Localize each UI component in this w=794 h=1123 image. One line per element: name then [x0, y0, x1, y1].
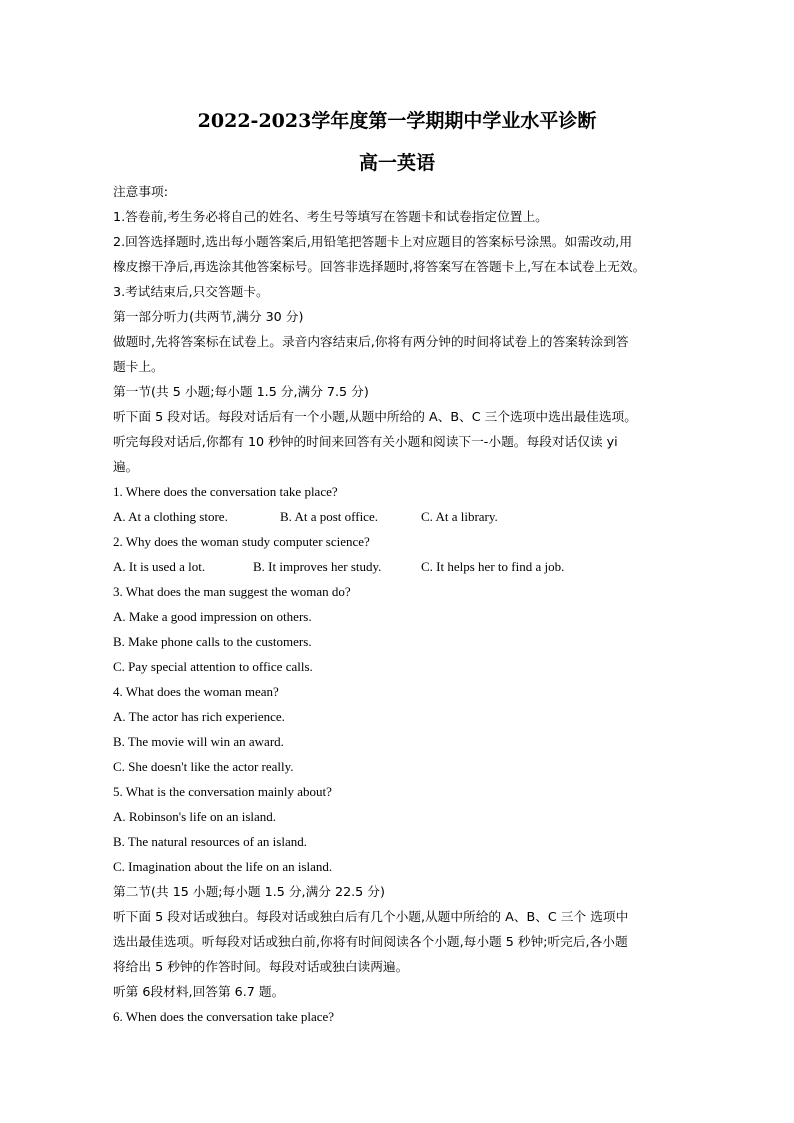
- notice-heading: 注意事项:: [113, 184, 169, 199]
- section2-heading: 第二节(共 15 小题;每小题 1.5 分,满分 22.5 分): [113, 884, 385, 899]
- question-4-option-b: B. The movie will win an award.: [113, 734, 284, 749]
- question-1-stem: 1. Where does the conversation take place?: [113, 484, 338, 499]
- section2-intro-line-1: 听下面 5 段对话或独白。每段对话或独白后有几个小题,从题中所给的 A、B、C 三个 选项中: [113, 909, 629, 924]
- section1-intro-line-3: 遍。: [113, 459, 139, 474]
- question-5-option-a: A. Robinson's life on an island.: [113, 809, 277, 824]
- notice-item-1: 1.答卷前,考生务必将自己的姓名、考生号等填写在答题卡和试卷指定位置上。: [113, 209, 548, 224]
- section2-intro-line-3: 将给出 5 秒钟的作答时间。每段对话或独白读两遍。: [113, 959, 409, 974]
- section1-intro-line-1: 听下面 5 段对话。每段对话后有一个小题,从题中所给的 A、B、C 三个选项中选出最佳选项。: [113, 409, 637, 424]
- question-5-option-c: C. Imagination about the life on an island.: [113, 859, 333, 874]
- section1-heading: 第一节(共 5 小题;每小题 1.5 分,满分 7.5 分): [113, 384, 369, 399]
- question-1-option-a: A. At a clothing store.: [113, 509, 228, 524]
- question-1-option-c: C. At a library.: [421, 509, 498, 524]
- question-3-option-b: B. Make phone calls to the customers.: [113, 634, 312, 649]
- notice-item-3: 3.考试结束后,只交答题卡。: [113, 284, 269, 299]
- section2-intro-line-2: 选出最佳选项。听每段对话或独白前,你将有时间阅读各个小题,每小题 5 秒钟;听完后,各小题: [113, 934, 628, 949]
- question-2-option-c: C. It helps her to find a job.: [421, 559, 565, 574]
- notice-item-2-line-1: 2.回答选择题时,选出每小题答案后,用铅笔把答题卡上对应题目的答案标号涂黑。如需改动,用: [113, 234, 633, 249]
- part1-intro-line-2: 题卡上。: [113, 359, 164, 374]
- question-1-options: [113, 508, 673, 526]
- question-1-option-b: B. At a post office.: [280, 509, 378, 524]
- part1-heading: 第一部分听力(共两节,满分 30 分): [113, 309, 304, 324]
- exam-subtitle: 高一英语: [358, 152, 435, 174]
- question-2-options: [113, 558, 673, 576]
- question-4-option-c: C. She doesn't like the actor really.: [113, 759, 294, 774]
- question-2-stem: 2. Why does the woman study computer science?: [113, 534, 370, 549]
- part1-intro-line-1: 做题时,先将答案标在试卷上。录音内容结束后,你将有两分钟的时间将试卷上的答案转涂到答: [113, 334, 629, 349]
- question-3-stem: 3. What does the man suggest the woman do?: [113, 584, 351, 599]
- question-3-option-a: A. Make a good impression on others.: [113, 609, 312, 624]
- notice-item-2-line-2: 橡皮擦干净后,再选涂其他答案标号。回答非选择题时,将答案写在答题卡上,写在本试卷上无效。: [113, 259, 646, 274]
- question-2-option-a: A. It is used a lot.: [113, 559, 206, 574]
- section2-material-6: 听第 6段材料,回答第 6.7 题。: [113, 984, 285, 999]
- question-3-option-c: C. Pay special attention to office calls.: [113, 659, 313, 674]
- exam-title: 2022-2023学年度第一学期期中学业水平诊断: [197, 110, 597, 132]
- question-5-stem: 5. What is the conversation mainly about?: [113, 784, 332, 799]
- question-5-option-b: B. The natural resources of an island.: [113, 834, 307, 849]
- question-6-stem: 6. When does the conversation take place?: [113, 1009, 335, 1024]
- question-4-stem: 4. What does the woman mean?: [113, 684, 279, 699]
- section1-intro-line-2: 听完每段对话后,你都有 10 秒钟的时间来回答有关小题和阅读下一-小题。每段对话仅读 yi: [113, 434, 618, 449]
- question-4-option-a: A. The actor has rich experience.: [113, 709, 285, 724]
- question-2-option-b: B. It improves her study.: [253, 559, 382, 574]
